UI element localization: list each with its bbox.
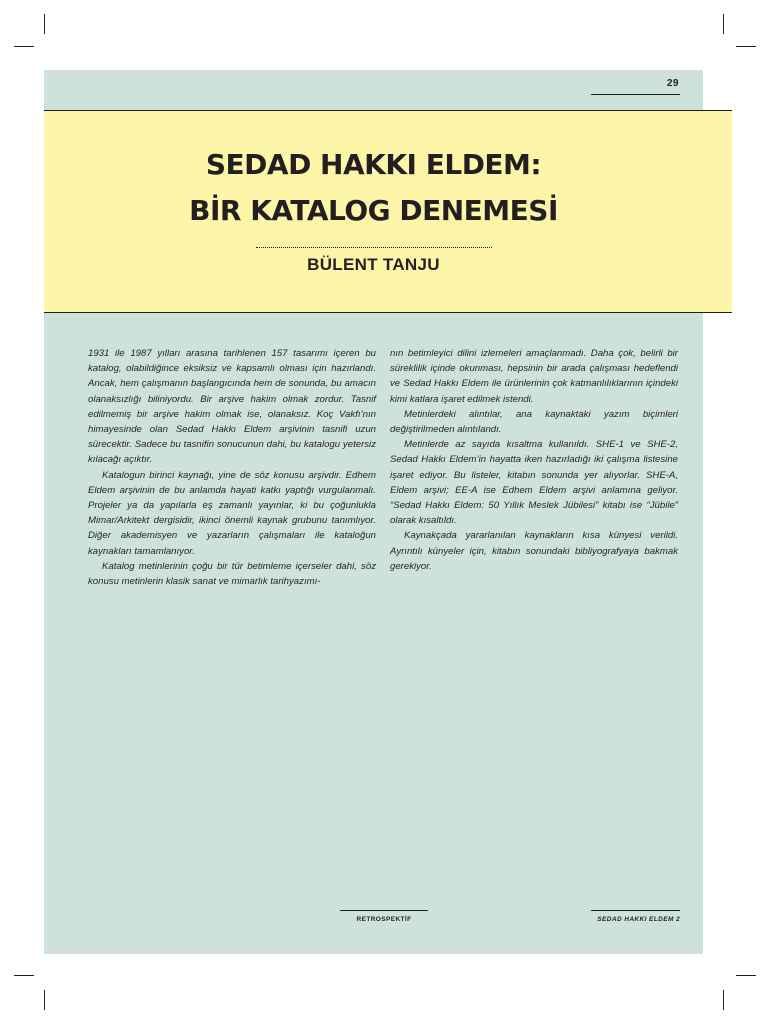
crop-mark	[723, 14, 724, 34]
footer-running-title: SEDAD HAKKI ELDEM 2	[597, 916, 680, 923]
crop-mark	[14, 975, 34, 976]
crop-mark	[44, 14, 45, 34]
author-name: BÜLENT TANJU	[307, 255, 440, 274]
crop-mark	[736, 46, 756, 47]
footer-section-label: RETROSPEKTİF	[356, 916, 412, 923]
left-text-column	[88, 346, 376, 589]
page-number-rule	[591, 94, 680, 95]
page	[44, 70, 703, 954]
paragraph: Katalogun birinci kaynağı, yine de söz konusu arşivdir. Edhem Eldem arşivinin de bu anlamda hayati katkı yaptığı vurgulanmalı. Projeler ya da yapılarla eş zamanlı yayınlar, ki bu çoğunlukla Mimar/Arkitekt dergisidir, ikinci önemli kaynak grubunu tanımlıyor. Diğer akademisyen ve yazarların çalışmaları ile kataloğun kaynakları tamamlanıyor.	[88, 469, 376, 557]
crop-mark	[723, 990, 724, 1010]
page-number: 29	[666, 78, 679, 89]
footer-rule	[591, 910, 680, 911]
title-line-1: SEDAD HAKKI ELDEM:	[205, 148, 542, 181]
paragraph: nın betimleyici dilini izlemeleri amaçlanmadı. Daha çok, belirli bir süreklilik içinde okunması, hepsinin bir arada çalışması hedeflendi ve Sedad Hakkı Eldem ile ürünlerinin çok katmanlılıklarının içindeki kimi katlara işaret edilmek istendi.	[390, 348, 678, 405]
paragraph: Katalog metinlerinin çoğu bir tür betimleme içerseler dahi, söz konusu metinlerin klasik sanat ve mimarlık tarihyazımı-	[88, 560, 376, 588]
paragraph: 1931 ile 1987 yılları arasına tarihlenen 157 tasarımı içeren bu katalog, olabildiğince eksiksiz ve kapsamlı olması için hazırlandı. Ancak, hem çalışmanın başlangıcında hem de sonunda, bu amacın olanaksızlığı biliniyordu. Bir arşive hakim olmak zordur. Tasnif edilmemiş bir arşive hakim olmak ise, olanaksız. Koç Vakfı’nın himayesinde olan Sedad Hakkı Eldem arşivinin tasnifi uzun sürecektir. Sadece bu tasnifin sonucunun dahi, bu katalogu yetersiz kılacağı açıktır.	[88, 348, 376, 466]
paragraph: Metinlerde az sayıda kısaltma kullanıldı. SHE-1 ve SHE-2, Sedad Hakkı Eldem’in hayatta iken hazırladığı iki çalışma listesine işaret ediyor. Bu listeler, kitabın sonunda yer alıyorlar. SHE-A, Eldem arşivi; EE-A ise Edhem Eldem arşivi anlamına geliyor. “Sedad Hakkı Eldem: 50 Yıllık Meslek Jübilesi” kitabı ise “Jübile” olarak kısaltıldı.	[390, 439, 678, 527]
crop-mark	[44, 990, 45, 1010]
title-divider	[256, 247, 492, 248]
title-line-2: BİR KATALOG DENEMESİ	[189, 194, 558, 227]
right-text-column	[390, 346, 678, 574]
paragraph: Metinlerdeki alıntılar, ana kaynaktaki yazım biçimleri değiştirilmeden alıntılandı.	[390, 408, 678, 436]
crop-mark	[736, 975, 756, 976]
title-band	[44, 110, 732, 313]
paragraph: Kaynakçada yararlanılan kaynakların kısa künyesi verildi. Ayrıntılı künyeler için, kitabın sonundaki bibliyografyaya bakmak gerekiyor.	[390, 530, 678, 572]
crop-mark	[14, 46, 34, 47]
footer-rule	[340, 910, 428, 911]
